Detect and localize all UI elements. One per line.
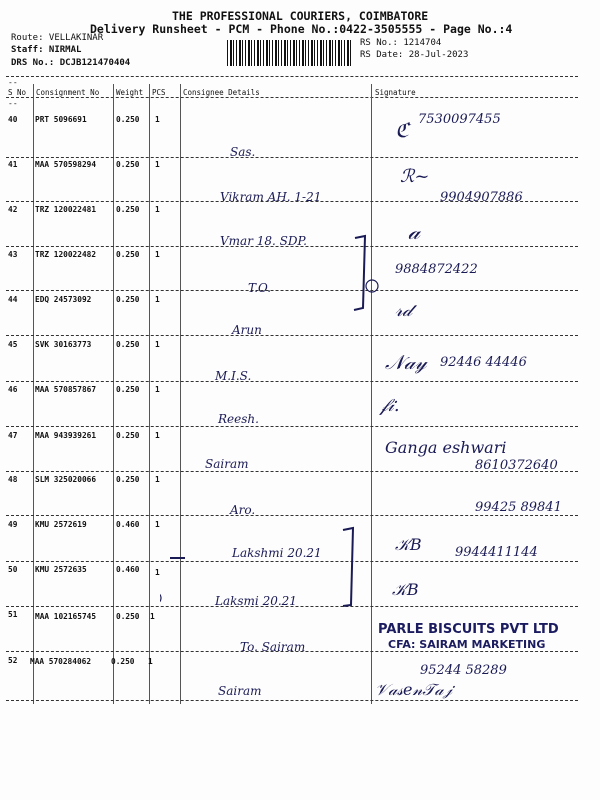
handwritten-consignee: Sairam xyxy=(218,684,262,698)
row-sno: 50 xyxy=(8,565,18,574)
row-pcs: 1 xyxy=(155,568,160,577)
row-consignment: KMU 2572619 xyxy=(35,520,87,529)
dash-mark: -- xyxy=(8,99,18,108)
row-sno: 40 xyxy=(8,115,18,124)
row-pcs: 1 xyxy=(155,385,160,394)
rs-date: RS Date: 28-Jul-2023 xyxy=(360,50,469,60)
row-consignment: KMU 2572635 xyxy=(35,565,87,574)
col-line xyxy=(33,84,34,704)
row-sno: 42 xyxy=(8,205,18,214)
signature-scrawl: 𝒻𝒾. xyxy=(380,395,400,416)
col-line xyxy=(149,84,150,704)
col-weight: Weight xyxy=(116,88,144,97)
row-pcs: 1 xyxy=(155,295,160,304)
row-weight: 0.460 xyxy=(116,520,140,529)
row-weight: 0.250 xyxy=(111,657,135,666)
handwritten-consignee: T.O. xyxy=(248,281,272,295)
handwritten-consignee: Arun xyxy=(232,323,262,337)
circled-mark xyxy=(160,592,161,604)
dash-mark: -- xyxy=(8,78,18,87)
handwritten-phone: 8610372640 xyxy=(475,458,558,473)
row-weight: 0.250 xyxy=(116,295,140,304)
row-weight: 0.250 xyxy=(116,160,140,169)
handwritten-phone: 95244 58289 xyxy=(420,663,507,678)
signature-scrawl: ℛ~ xyxy=(400,166,430,187)
barcode-image xyxy=(227,40,351,66)
col-pcs: PCS xyxy=(152,88,166,97)
bracket-mark xyxy=(354,236,365,310)
row-weight: 0.250 xyxy=(116,250,140,259)
row-weight: 0.250 xyxy=(116,205,140,214)
row-pcs: 1 xyxy=(155,431,160,440)
signature-scrawl: ℭ xyxy=(395,118,410,142)
row-sno: 52 xyxy=(8,656,18,665)
col-sno: S No xyxy=(8,88,27,97)
row-sno: 46 xyxy=(8,385,18,394)
company-title: THE PROFESSIONAL COURIERS, COIMBATORE xyxy=(172,9,429,23)
route-label: Route: VELLAKINAR xyxy=(11,33,104,43)
row-pcs: 1 xyxy=(150,612,155,621)
runsheet-subtitle: Delivery Runsheet - PCM - Phone No.:0422-3505555 - Page No.:4 xyxy=(90,22,513,36)
staff-label: Staff: NIRMAL xyxy=(11,45,82,55)
handwritten-phone: 99425 89841 xyxy=(475,500,562,515)
col-line xyxy=(113,84,114,704)
handwritten-consignee: Vmar 18. SDP. xyxy=(220,234,307,248)
row-consignment: EDQ 24573092 xyxy=(35,295,92,304)
handwritten-consignee: Sas. xyxy=(230,145,256,159)
row-sno: 49 xyxy=(8,520,18,529)
row-sno: 41 xyxy=(8,160,18,169)
row-weight: 0.460 xyxy=(116,565,140,574)
handwritten-consignee: Sairam xyxy=(205,457,249,471)
row-pcs: 1 xyxy=(155,520,160,529)
handwritten-phone: 9884872422 xyxy=(395,262,478,277)
row-consignment: PRT 5096691 xyxy=(35,115,87,124)
row-sno: 43 xyxy=(8,250,18,259)
row-sno: 51 xyxy=(8,610,18,619)
row-pcs: 1 xyxy=(155,160,160,169)
col-signature: Signature xyxy=(375,88,416,97)
handwritten-phone: 9944411144 xyxy=(455,545,538,560)
row-pcs: 1 xyxy=(155,115,160,124)
handwritten-phone: 9904907886 xyxy=(440,190,523,205)
handwritten-phone: 92446 44446 xyxy=(440,355,527,370)
row-sno: 45 xyxy=(8,340,18,349)
signature-scrawl: 𝓇𝒹 xyxy=(395,300,412,321)
row-consignment: MAA 570857867 xyxy=(35,385,97,394)
signature-scrawl: 𝒱𝒶𝓈𝑒𝓃𝒯𝒶𝒿 xyxy=(375,680,453,699)
signature-scrawl: 𝒩𝒶𝓎 xyxy=(385,350,427,374)
column-divider xyxy=(6,97,578,98)
row-weight: 0.250 xyxy=(116,612,140,621)
row-consignment: SVK 30163773 xyxy=(35,340,92,349)
row-consignment: SLM 325020066 xyxy=(35,475,97,484)
row-weight: 0.250 xyxy=(116,475,140,484)
col-consignment: Consignment No xyxy=(36,88,100,97)
handwritten-consignee: Lakshmi 20.21 xyxy=(232,546,322,560)
row-sno: 44 xyxy=(8,295,18,304)
drs-number: DRS No.: DCJB121470404 xyxy=(11,58,131,68)
row-consignment: MAA 102165745 xyxy=(35,612,97,621)
col-consignee: Consignee Details xyxy=(183,88,260,97)
row-consignment: MAA 570598294 xyxy=(35,160,97,169)
rs-number: RS No.: 1214704 xyxy=(360,38,442,48)
signature-scrawl: Ganga eshwari xyxy=(385,438,507,457)
row-consignment: MAA 943939261 xyxy=(35,431,97,440)
handwritten-marks xyxy=(160,200,380,620)
row-pcs: 1 xyxy=(155,340,160,349)
handwritten-consignee: Laksmi 20.21 xyxy=(215,594,297,608)
stamp-cfa-name: CFA: SAIRAM MARKETING xyxy=(388,638,546,651)
header-divider xyxy=(6,76,578,77)
handwritten-consignee: Reesh. xyxy=(218,412,259,426)
handwritten-consignee: Vikram AH. 1-21 xyxy=(220,190,322,204)
bracket-mark xyxy=(343,528,353,606)
row-weight: 0.250 xyxy=(116,115,140,124)
row-pcs: 1 xyxy=(155,205,160,214)
row-consignment: TRZ 120022482 xyxy=(35,250,97,259)
stamp-company-name: PARLE BISCUITS PVT LTD xyxy=(378,622,559,637)
signature-scrawl: 𝒦𝐵 xyxy=(392,580,419,599)
row-sno: 48 xyxy=(8,475,18,484)
row-weight: 0.250 xyxy=(116,431,140,440)
row-divider xyxy=(6,700,578,701)
circled-mark xyxy=(366,280,378,292)
signature-scrawl: 𝒦𝐵 xyxy=(395,535,422,554)
row-divider xyxy=(6,157,578,158)
row-pcs: 1 xyxy=(155,250,160,259)
row-sno: 47 xyxy=(8,431,18,440)
row-weight: 0.250 xyxy=(116,385,140,394)
handwritten-consignee: M.I.S. xyxy=(215,369,252,383)
row-consignment: MAA 570284062 xyxy=(30,657,92,666)
row-pcs: 1 xyxy=(148,657,153,666)
row-pcs: 1 xyxy=(155,475,160,484)
row-weight: 0.250 xyxy=(116,340,140,349)
handwritten-consignee: To. Sairam xyxy=(240,640,306,654)
signature-scrawl: 𝒶 xyxy=(408,220,421,245)
row-consignment: TRZ 120022481 xyxy=(35,205,97,214)
handwritten-phone: 7530097455 xyxy=(418,112,501,127)
handwritten-consignee: Aro. xyxy=(230,503,256,517)
